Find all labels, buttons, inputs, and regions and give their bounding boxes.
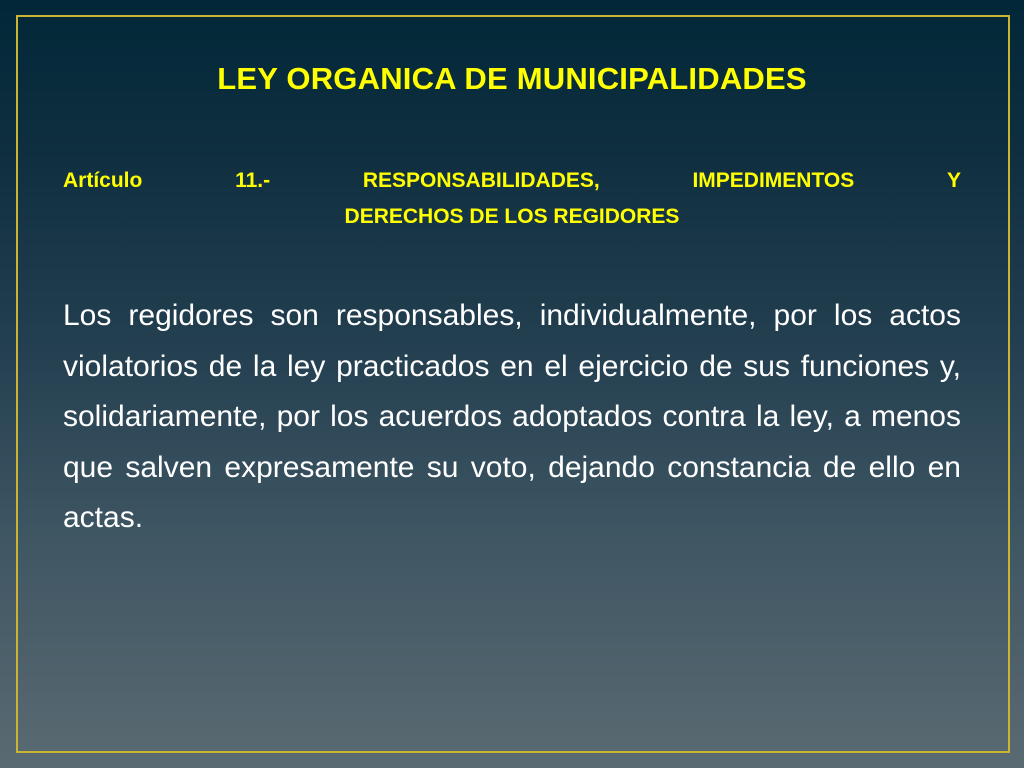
article-heading-line-1 [63, 163, 961, 199]
article-heading-word: 11.- [235, 169, 271, 192]
article-heading-line-2: DERECHOS DE LOS REGIDORES [344, 205, 680, 228]
article-heading-word: RESPONSABILIDADES, [362, 169, 600, 192]
article-heading [63, 163, 961, 235]
article-body-text: Los regidores son responsables, individualmente, por los actos violatorios de la ley practicados en el ejercicio de sus funciones y, solidariamente, por los acuerdos adoptados contra la ley, a menos que salven expresamente su voto, dejando constancia de ello en actas. [63, 299, 961, 534]
article-heading-word: Artículo [63, 169, 143, 192]
article-heading-word: Y [946, 169, 961, 192]
article-heading-word: IMPEDIMENTOS [692, 169, 855, 192]
slide-title: LEY ORGANICA DE MUNICIPALIDADES [217, 61, 807, 96]
